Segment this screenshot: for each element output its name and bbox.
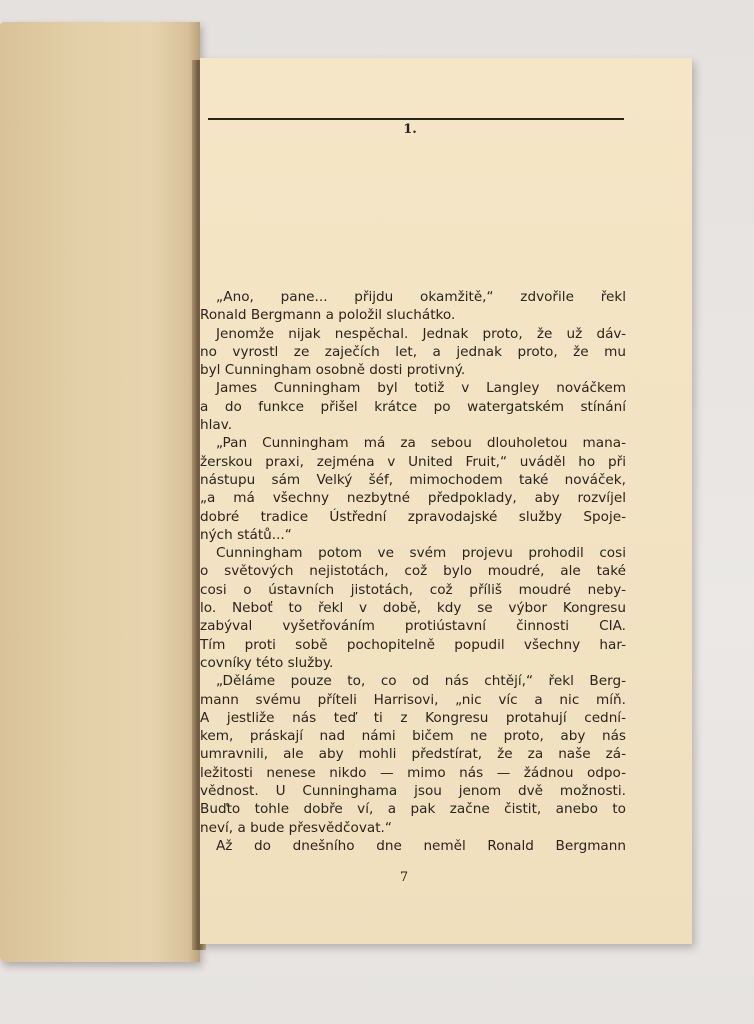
text-line: „Ano, pane... přijdu okamžitě,“ zdvořile řekl (216, 289, 626, 305)
text-line: cosi o ústavních jistotách, což příliš moudré neby- (200, 581, 626, 598)
text-line: Tím proti sobě pochopitelně popudil všechny har- (200, 636, 626, 653)
text-line: Jenomže nijak nespěchal. Jednak proto, že už dáv- (216, 325, 626, 342)
text-line: nástupu sám Velký šéf, mimochodem také nováček, (200, 471, 626, 488)
text-line: dobré tradice Ústřední zpravodajské služby Spoje- (200, 508, 626, 525)
text-line: zabýval vyšetřováním protiústavní činnosti CIA. (200, 618, 626, 635)
chapter-number: 1. (403, 122, 417, 137)
chapter-rule (208, 118, 624, 120)
text-line: „Děláme pouze to, co od nás chtějí,“ řekl Berg- (216, 673, 626, 690)
text-line: „a má všechny nezbytné předpoklady, aby rozvíjel (200, 490, 626, 507)
text-line: mann svému příteli Harrisovi, „nic víc a nic míň. (200, 691, 626, 708)
text-line: žerskou praxi, zejména v United Fruit,“ uváděl ho při (200, 453, 626, 470)
text-line: covníky této služby. (200, 654, 334, 671)
text-line: lo. Neboť to řekl v době, kdy se výbor Kongresu (200, 600, 626, 617)
text-line: A jestliže nás teď ti z Kongresu protahují cední- (200, 709, 626, 726)
text-line: o světových nejistotách, což bylo moudré, ale také (200, 563, 626, 580)
text-line: Buďto tohle dobře ví, a pak začne čistit, anebo to (200, 801, 626, 818)
left-page (0, 22, 200, 962)
text-line: ležitosti nenese nikdo — mimo nás — žádnou odpo- (200, 764, 626, 781)
text-line: „Pan Cunningham má za sebou dlouholetou mana- (216, 435, 626, 452)
text-line: kem, práskají nad námi bičem ne proto, aby nás (200, 728, 626, 745)
text-line: Až do dnešního dne neměl Ronald Bergmann (216, 837, 626, 854)
text-line: no vyrostl ze zaječích let, a jednak proto, že mu (200, 343, 626, 360)
body-text (200, 288, 626, 855)
text-line: a do funkce přišel krátce po watergatském stínání (200, 398, 626, 415)
text-line: byl Cunningham osobně dosti protivný. (200, 362, 466, 379)
text-line: vědnost. U Cunninghama jsou jenom dvě možnosti. (200, 783, 626, 800)
text-line: neví, a bude přesvědčovat.“ (200, 819, 392, 836)
page-number: 7 (399, 870, 409, 885)
text-line: umravnili, ale aby mohli předstírat, že za naše zá- (200, 746, 626, 763)
text-line: Ronald Bergmann a položil sluchátko. (200, 307, 456, 324)
text-line: ných států...“ (200, 526, 292, 543)
text-line: Cunningham potom ve svém projevu prohodil cosi (216, 545, 626, 562)
text-line: hlav. (200, 417, 233, 434)
text-line: James Cunningham byl totiž v Langley nováčkem (216, 380, 626, 397)
right-page (200, 58, 692, 944)
